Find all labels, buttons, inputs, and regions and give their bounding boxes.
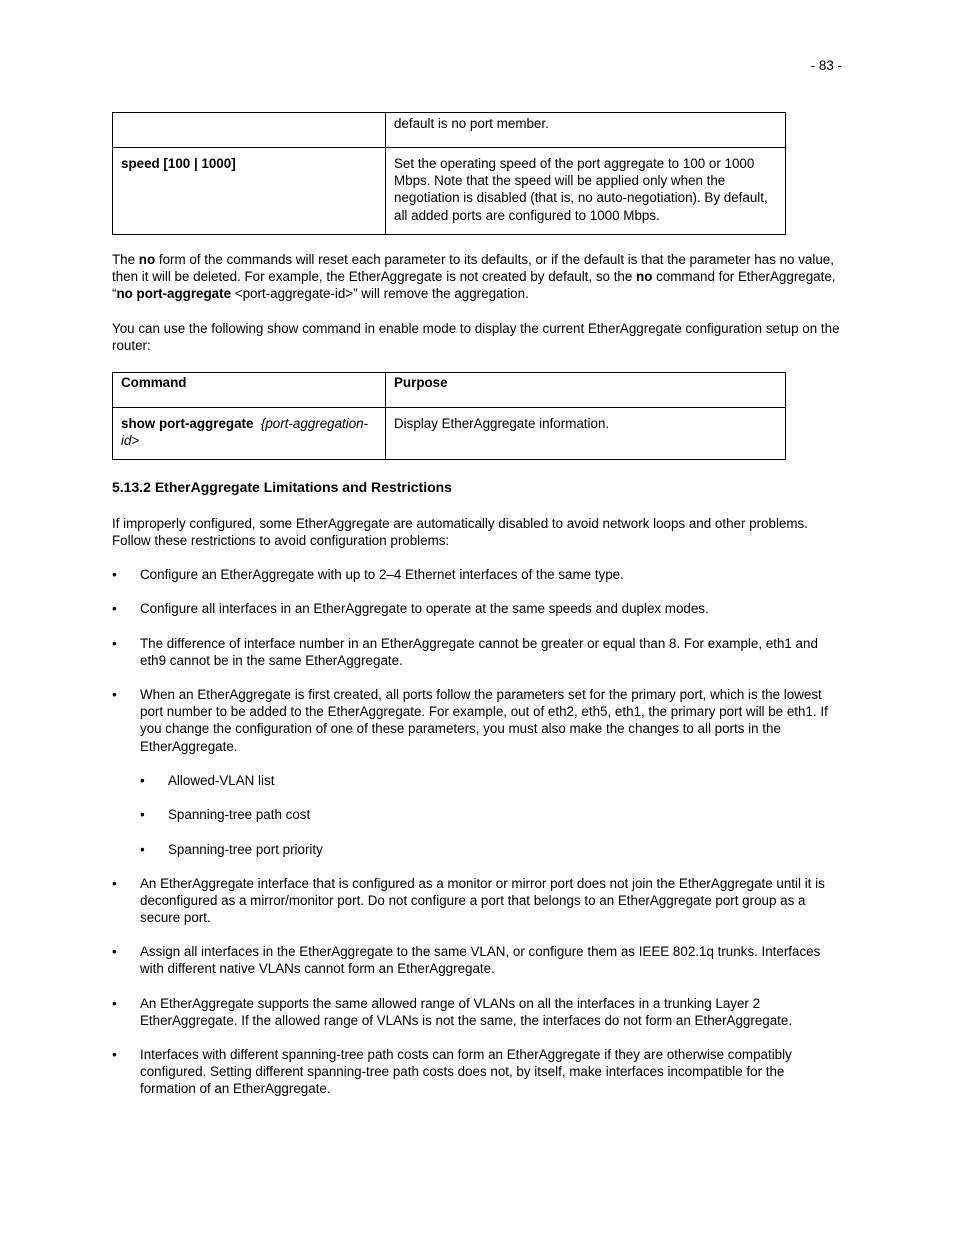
list-item-text: An EtherAggregate supports the same allowed range of VLANs on all the interfaces in a trunking Layer 2 EtherAggregate. If the allowed range of VLANs is not the same, the interfaces do not form an EtherAggregate. [140, 996, 793, 1029]
text-run: command for EtherAggregate, “ [112, 269, 836, 302]
description-cell: default is no port member. [386, 113, 786, 148]
list-item-text: Interfaces with different spanning-tree path costs can form an EtherAggregate if they are otherwise compatibly configured. Setting different spanning-tree path costs does not, by itself, make interfaces incompatible for the formation of an EtherAggregate. [140, 1047, 792, 1097]
bullet-icon: • [112, 944, 117, 959]
bullet-icon: • [112, 996, 117, 1011]
list-item-text: The difference of interface number in an EtherAggregate cannot be greater or equal than 8. For example, eth1 and eth9 cannot be in the same EtherAggregate. [140, 636, 818, 669]
bullet-icon: • [140, 807, 145, 822]
command-text: show port-aggregate [121, 416, 254, 431]
header-command [113, 373, 386, 408]
text-run: form of the commands will reset each parameter to its defaults, or if the default is that the parameter has no value, then it will be deleted. For example, the EtherAggregate is not created by default, so the [112, 252, 834, 285]
no-form-paragraph [112, 251, 842, 303]
bullet-icon: • [140, 773, 145, 788]
bold-keyword: no port-aggregate [116, 286, 232, 302]
command-cell [113, 408, 386, 460]
table-row [113, 113, 786, 148]
parameter-table [112, 112, 786, 235]
bullet-icon: • [112, 1047, 117, 1062]
bullet-icon: • [112, 687, 117, 702]
bold-keyword: no [636, 269, 653, 285]
purpose-cell: Display EtherAggregate information. [386, 408, 786, 460]
list-item-text: When an EtherAggregate is first created, all ports follow the parameters set for the primary port, which is the lowest port number to be added to the EtherAggregate. For example, out of eth2, eth5, eth1, the primary port will be eth1. If you change the configuration of one of these parameters, you must also make the changes to all ports in the EtherAggregate. [140, 687, 828, 754]
table-header-row [113, 373, 786, 408]
header-text: Command [121, 375, 187, 390]
list-item-text: Assign all interfaces in the EtherAggregate to the same VLAN, or configure them as IEEE 802.1q trunks. Interfaces with different native VLANs cannot form an EtherAggregate. [140, 944, 821, 977]
table-row [113, 148, 786, 235]
command-cell [113, 113, 386, 148]
bullet-icon: • [112, 636, 117, 651]
list-item-text: Configure all interfaces in an EtherAggregate to operate at the same speeds and duplex modes. [140, 601, 709, 616]
text-run: <port-aggregate-id>” will remove the aggregation. [231, 286, 529, 302]
section-heading: 5.13.2 EtherAggregate Limitations and Restrictions [112, 479, 452, 495]
show-command-paragraph: You can use the following show command in enable mode to display the current EtherAggregate configuration setup on the router: [112, 321, 840, 354]
bullet-icon: • [112, 567, 117, 582]
header-purpose [386, 373, 786, 408]
bullet-icon: • [112, 876, 117, 891]
list-item-text: Configure an EtherAggregate with up to 2–4 Ethernet interfaces of the same type. [140, 567, 624, 582]
intro-paragraph: If improperly configured, some EtherAggregate are automatically disabled to avoid network loops and other problems. Follow these restrictions to avoid configuration problems: [112, 516, 808, 549]
bold-keyword: no [138, 252, 156, 267]
bullet-icon: • [140, 842, 145, 857]
table-row [113, 408, 786, 460]
command-text: speed [100 | 1000] [121, 156, 236, 171]
list-item-text: Allowed-VLAN list [168, 773, 275, 788]
list-item-text: Spanning-tree path cost [168, 807, 311, 822]
bullet-icon: • [112, 601, 117, 616]
description-cell: Set the operating speed of the port aggregate to 100 or 1000 Mbps. Note that the speed will be applied only when the negotiation is disabled (that is, no auto-negotiation). By default, all added ports are configured to 1000 Mbps. [386, 148, 786, 235]
page-number: - 83 - [810, 58, 842, 73]
list-item-text: Spanning-tree port priority [168, 842, 323, 857]
text-run: The [112, 252, 139, 267]
show-command-table [112, 372, 786, 460]
list-item-text: An EtherAggregate interface that is configured as a monitor or mirror port does not join the EtherAggregate until it is deconfigured as a mirror/monitor port. Do not configure a port that belongs to an EtherAggregate port group as a secure port. [140, 876, 825, 926]
command-cell [113, 148, 386, 235]
header-text: Purpose [394, 375, 448, 390]
command-argument: {port-aggregation-id> [121, 416, 369, 449]
